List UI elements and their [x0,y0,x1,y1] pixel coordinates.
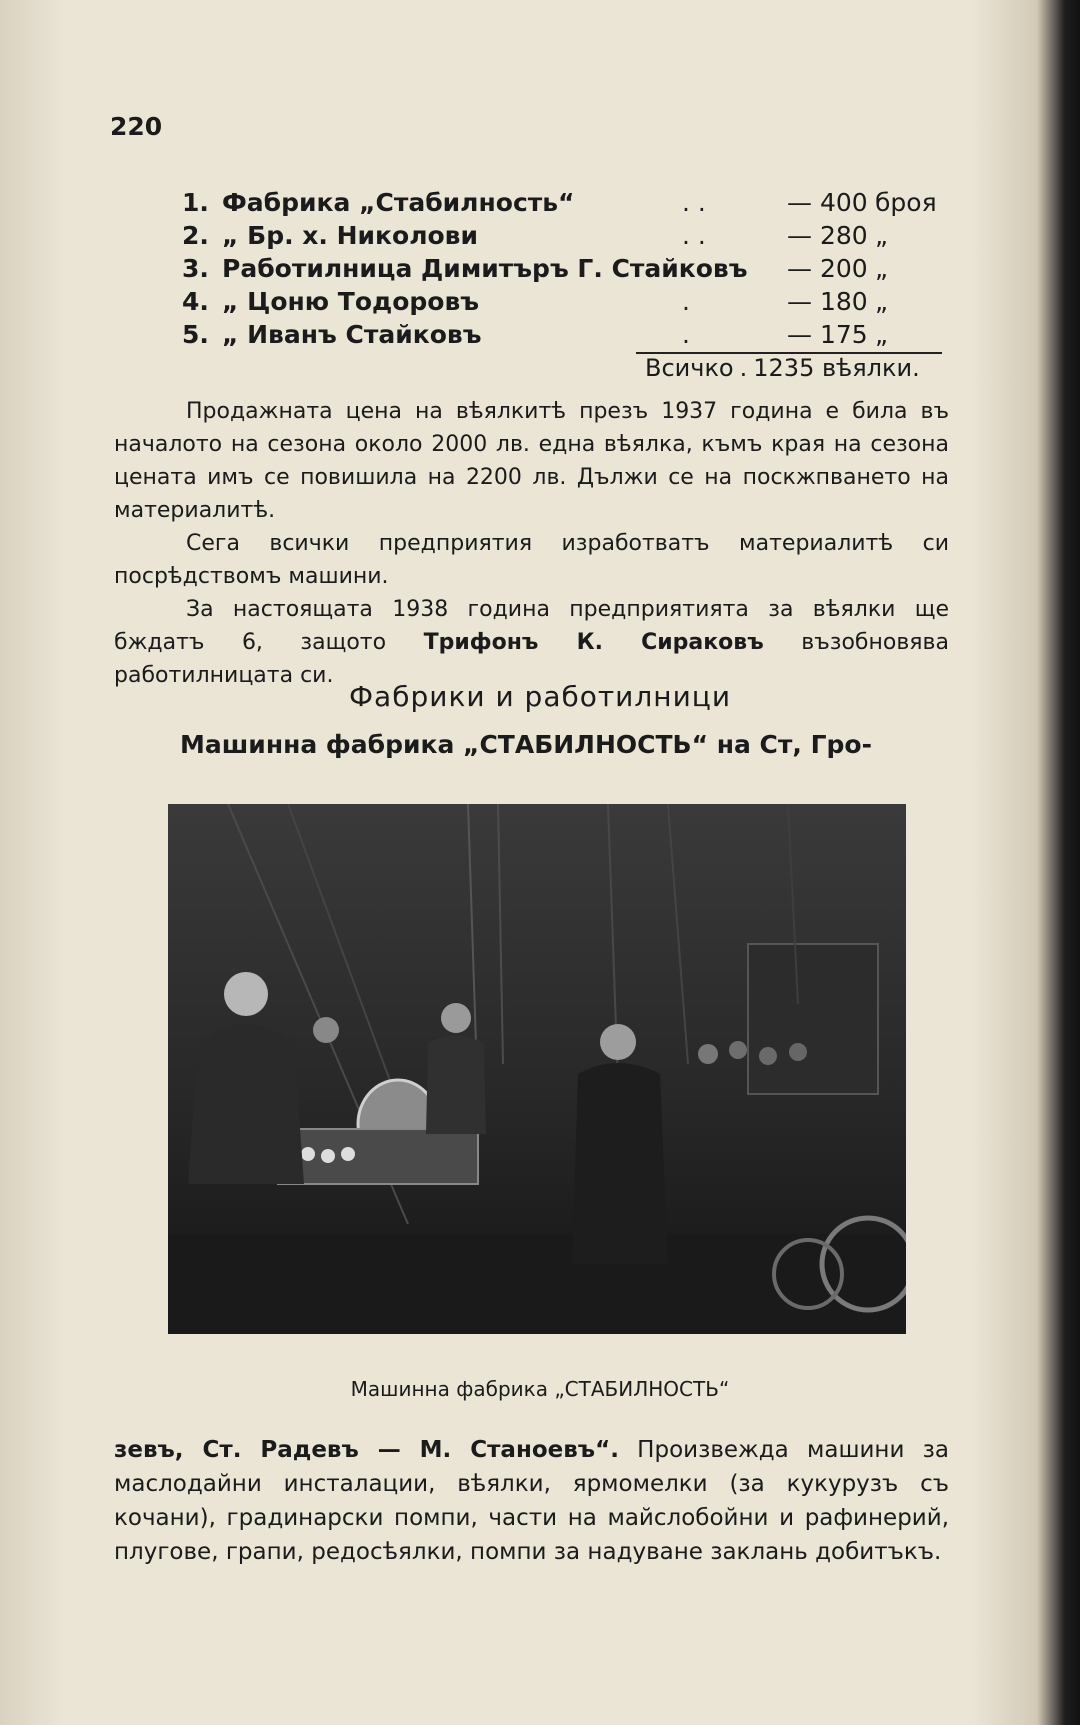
item-dots: . [682,320,690,349]
total-label: Всичко [645,354,734,382]
item-unit: „ [875,221,888,250]
item-number: 2. [182,221,209,250]
item-quantity: — 180 [787,287,868,316]
factory-photo [168,804,906,1334]
list-item [182,221,942,254]
item-number: 1. [182,188,209,217]
factory-photo-illustration [168,804,906,1334]
section-heading: Фабрики и работилници [348,680,732,713]
photo-caption: Машинна фабрика „СТАБИЛНОСТЬ“ [350,1377,730,1401]
paragraph-1938-start: За настоящата 1938 година предприятията за вѣялки ще бждатъ 6, защото [114,597,949,655]
factory-description-paragraph [114,1433,949,1569]
item-unit: „ [875,254,888,283]
paragraph-1938 [114,593,949,692]
body-text [114,395,949,692]
factory-products: Произвежда машини за маслодайни инсталации, вѣялки, ярмомелки (за кукурузъ съ кочани), градинарски помпи, части на майслобойни и рафинерий, плугове, грапи, редосѣялки, помпи за надуване заклань добитъкъ. [114,1437,949,1565]
item-dots: . . [682,221,706,250]
paragraph-machines: Сега всички предприятия изработватъ материалитѣ си посрѣдствомъ машини. [114,531,949,589]
paragraph-prices: Продажната цена на вѣялкитѣ презъ 1937 година е била въ началото на сезона около 2000 лв. една вѣялка, къмъ края на сезона цената имъ се повишила на 2200 лв. Дължи се на поскжпването на материалитѣ. [114,399,949,523]
factory-description [114,1433,949,1569]
item-quantity: — 200 [787,254,868,283]
paragraph-1938-name: Трифонъ К. Сираковъ [423,630,764,655]
production-list [182,188,942,353]
total-value: 1235 вѣялки. [753,354,920,382]
item-name: Фабрика „Стабилность“ [222,188,575,217]
item-dots: . [682,287,690,316]
item-unit: „ [875,287,888,316]
item-number: 4. [182,287,209,316]
paragraph-1938-end: възобновява работилницата си. [114,630,949,688]
item-number: 5. [182,320,209,349]
item-name: „ Иванъ Стайковъ [222,320,482,349]
list-item [182,254,942,287]
list-item [182,287,942,320]
item-unit: броя [875,188,937,217]
total-line [645,354,926,382]
item-name: „ Цоню Тодоровъ [222,287,480,316]
item-name: Работилница Димитъръ Г. Стайковъ [222,254,748,283]
factory-owners: зевъ, Ст. Радевъ — М. Станоевъ“. [114,1437,619,1463]
item-quantity: — 400 [787,188,868,217]
list-item [182,320,942,353]
page-number: 220 [110,112,163,141]
item-name: „ Бр. х. Николови [222,221,479,250]
item-unit: „ [875,320,888,349]
total-dot: . [739,354,748,382]
item-quantity: — 280 [787,221,868,250]
list-item [182,188,942,221]
item-quantity: — 175 [787,320,868,349]
item-number: 3. [182,254,209,283]
item-dots: . . [682,188,706,217]
factory-title: Машинна фабрика „СТАБИЛНОСТЬ“ на Ст, Гро- [180,730,872,759]
